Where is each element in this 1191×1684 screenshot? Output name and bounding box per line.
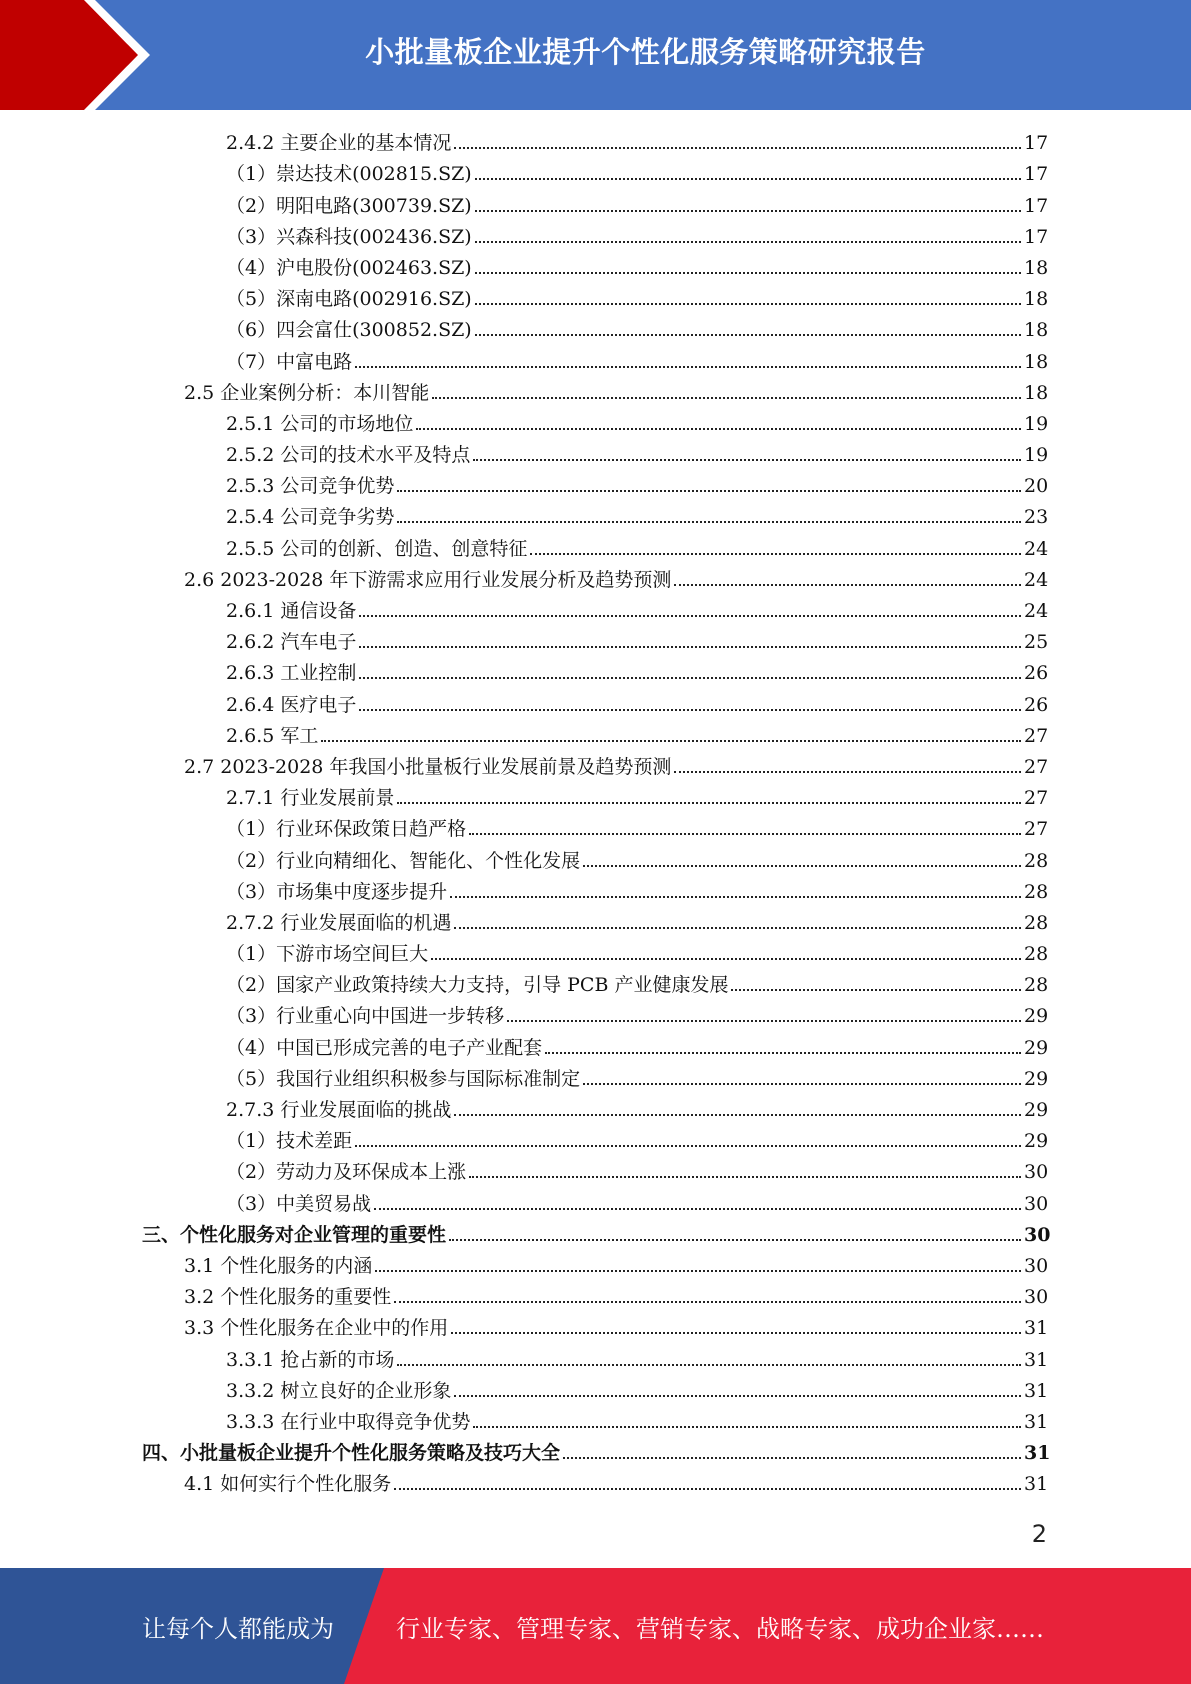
page-number: 2 (1031, 1520, 1047, 1548)
toc-entry[interactable] (0, 1000, 1191, 1031)
toc-entry[interactable] (0, 595, 1191, 626)
dot-leader (454, 1395, 1021, 1397)
footer-roles: 行业专家、管理专家、营销专家、战略专家、成功企业家…… (396, 1614, 1044, 1643)
toc-entry-page: 26 (1024, 693, 1049, 716)
toc-entry-label: 3.3 个性化服务在企业中的作用 (184, 1317, 449, 1340)
toc-entry[interactable] (0, 907, 1191, 938)
toc-entry-label: 3.3.3 在行业中取得竞争优势 (226, 1410, 471, 1433)
dot-leader (431, 958, 1021, 960)
toc-entry[interactable] (0, 158, 1191, 189)
toc-entry-label: （5）我国行业组织积极参与国际标准制定 (226, 1067, 581, 1090)
toc-entry-page: 24 (1024, 600, 1049, 622)
toc-entry[interactable] (0, 564, 1191, 595)
toc-entry-page: 30 (1024, 1223, 1051, 1246)
toc-entry-label: 三、个性化服务对企业管理的重要性 (142, 1223, 447, 1246)
toc-entry-label: 2.6.4 医疗电子 (226, 693, 357, 716)
dot-leader (507, 1020, 1021, 1022)
toc-entry-page: 18 (1024, 256, 1049, 279)
toc-entry-label: 3.3.2 树立良好的企业形象 (226, 1379, 452, 1402)
toc-entry[interactable] (0, 345, 1191, 376)
toc-entry-page: 17 (1024, 132, 1049, 155)
dot-leader (475, 303, 1021, 305)
toc-entry-page: 31 (1024, 1442, 1051, 1465)
toc-entry-label: 3.3.1 抢占新的市场 (226, 1348, 395, 1371)
toc-entry-page: 30 (1024, 1161, 1049, 1184)
dot-leader (545, 1052, 1021, 1054)
toc-entry-page: 18 (1024, 381, 1049, 404)
toc-entry-label: （2）国家产业政策持续大力支持，引导 PCB 产业健康发展 (226, 974, 729, 997)
toc-entry-page: 28 (1024, 943, 1049, 966)
toc-entry-page: 29 (1024, 1130, 1049, 1153)
toc-entry[interactable] (0, 1375, 1191, 1406)
toc-entry[interactable] (0, 1094, 1191, 1125)
page-footer (0, 1568, 1191, 1684)
toc-entry-page: 19 (1024, 444, 1049, 467)
toc-entry-page: 20 (1024, 475, 1049, 498)
toc-entry-label: 4.1 如何实行个性化服务 (184, 1473, 392, 1496)
toc-entry[interactable] (0, 657, 1191, 688)
toc-entry-label: 2.5.5 公司的创新、创造、创意特征 (226, 537, 528, 560)
toc-entry[interactable] (0, 221, 1191, 252)
toc-entry[interactable] (0, 1406, 1191, 1437)
toc-entry-page: 18 (1024, 350, 1049, 373)
toc-entry[interactable] (0, 782, 1191, 813)
toc-entry-label: 2.5 企业案例分析：本川智能 (184, 381, 430, 404)
toc-entry-label: （2）明阳电路(300739.SZ) (226, 194, 472, 217)
dot-leader (397, 490, 1021, 492)
toc-entry[interactable] (0, 938, 1191, 969)
dot-leader (359, 677, 1021, 679)
dot-leader (583, 865, 1021, 867)
toc-entry-label: （1）下游市场空间巨大 (226, 943, 429, 966)
toc-entry-label: 2.6.5 军工 (226, 724, 319, 747)
toc-entry[interactable] (0, 377, 1191, 408)
dot-leader (475, 178, 1021, 180)
dot-leader (731, 989, 1021, 991)
dot-leader (374, 1208, 1021, 1210)
toc-entry[interactable] (0, 626, 1191, 657)
toc-entry[interactable] (0, 813, 1191, 844)
toc-entry-label: 2.6 2023-2028 年下游需求应用行业发展分析及趋势预测 (184, 568, 672, 591)
dot-leader (530, 553, 1021, 555)
dot-leader (359, 615, 1021, 617)
toc-entry-label: 2.7 2023-2028 年我国小批量板行业发展前景及趋势预测 (184, 755, 672, 778)
document-title: 小批量板企业提升个性化服务策略研究报告 (365, 34, 926, 69)
dot-leader (397, 521, 1021, 523)
dot-leader (475, 334, 1021, 336)
toc-entry-page: 31 (1024, 1410, 1049, 1433)
toc-entry-page: 27 (1024, 724, 1049, 747)
dot-leader (449, 1239, 1021, 1241)
toc-entry-label: 2.5.3 公司竞争优势 (226, 475, 395, 498)
dot-leader (416, 428, 1021, 430)
toc-entry-page: 31 (1024, 1473, 1049, 1496)
toc-entry-label: （6）四会富仕(300852.SZ) (226, 319, 472, 342)
toc-entry-label: 四、小批量板企业提升个性化服务策略及技巧大全 (142, 1442, 561, 1465)
toc-entry[interactable] (0, 844, 1191, 875)
dot-leader (359, 709, 1021, 711)
dot-leader (473, 1426, 1021, 1428)
toc-entry-page: 30 (1024, 1254, 1049, 1277)
toc-entry-page: 18 (1024, 319, 1049, 342)
toc-entry-label: （3）兴森科技(002436.SZ) (226, 225, 472, 248)
toc-entry[interactable] (0, 1343, 1191, 1374)
toc-entry-label: 2.6.1 通信设备 (226, 600, 357, 622)
toc-entry-page: 29 (1024, 1036, 1049, 1059)
toc-entry-page: 19 (1024, 412, 1049, 435)
dot-leader (469, 1176, 1021, 1178)
toc-entry-label: （4）中国已形成完善的电子产业配套 (226, 1036, 543, 1059)
toc-entry-page: 28 (1024, 849, 1049, 872)
dot-leader (475, 210, 1021, 212)
dot-leader (469, 833, 1021, 835)
toc-entry-page: 27 (1024, 755, 1049, 778)
toc-entry-page: 30 (1024, 1192, 1049, 1215)
toc-entry[interactable] (0, 439, 1191, 470)
toc-entry-label: 2.6.3 工业控制 (226, 662, 357, 685)
toc-entry-label: （1）技术差距 (226, 1130, 353, 1153)
dot-leader (375, 1270, 1021, 1272)
toc-entry-page: 28 (1024, 880, 1049, 903)
toc-entry-label: 2.6.2 汽车电子 (226, 631, 357, 654)
dot-leader (475, 272, 1021, 274)
toc-entry-label: （3）市场集中度逐步提升 (226, 880, 448, 903)
dot-leader (359, 646, 1021, 648)
toc-entry-page: 31 (1024, 1348, 1049, 1371)
toc-entry-page: 29 (1024, 1099, 1049, 1121)
toc-entry-page: 17 (1024, 225, 1049, 248)
dot-leader (674, 771, 1021, 773)
dot-leader (674, 584, 1021, 586)
toc-entry-label: （3）中美贸易战 (226, 1192, 372, 1215)
page-header (0, 0, 1191, 110)
dot-leader (563, 1457, 1021, 1459)
dot-leader (583, 1083, 1021, 1085)
dot-leader (450, 896, 1021, 898)
toc-entry-label: 3.2 个性化服务的重要性 (184, 1286, 392, 1309)
dot-leader (454, 147, 1021, 149)
toc-entry-page: 30 (1024, 1286, 1049, 1309)
toc-entry[interactable] (0, 1281, 1191, 1312)
toc-entry[interactable] (0, 127, 1191, 158)
toc-entry-label: （4）沪电股份(002463.SZ) (226, 256, 472, 279)
toc-entry-label: （5）深南电路(002916.SZ) (226, 288, 472, 311)
toc-entry-page: 28 (1024, 911, 1049, 934)
toc-entry-label: （1）行业环保政策日趋严格 (226, 818, 467, 841)
toc-entry[interactable] (0, 720, 1191, 751)
toc-entry[interactable] (0, 1219, 1191, 1250)
toc-entry[interactable] (0, 1125, 1191, 1156)
toc-entry-page: 17 (1024, 163, 1049, 186)
dot-leader (454, 1114, 1021, 1116)
toc-entry-page: 18 (1024, 288, 1049, 311)
dot-leader (394, 1488, 1021, 1490)
toc-entry[interactable] (0, 532, 1191, 563)
toc-entry-page: 23 (1024, 506, 1049, 529)
toc-entry-page: 26 (1024, 662, 1049, 685)
dot-leader (321, 740, 1021, 742)
toc-entry[interactable] (0, 876, 1191, 907)
dot-leader (432, 397, 1021, 399)
toc-entry-label: （2）劳动力及环保成本上涨 (226, 1161, 467, 1184)
dot-leader (473, 459, 1021, 461)
toc-entry-page: 17 (1024, 194, 1049, 217)
toc-entry-label: （3）行业重心向中国进一步转移 (226, 1005, 505, 1028)
toc-entry[interactable] (0, 189, 1191, 220)
toc-entry-page: 29 (1024, 1067, 1049, 1090)
toc-entry[interactable] (0, 252, 1191, 283)
dot-leader (394, 1301, 1021, 1303)
footer-slogan: 让每个人都能成为 (142, 1614, 334, 1643)
toc-entry[interactable] (0, 501, 1191, 532)
toc-entry[interactable] (0, 1187, 1191, 1218)
toc-entry-label: （7）中富电路 (226, 350, 353, 373)
dot-leader (355, 366, 1021, 368)
toc-entry-label: 2.7.2 行业发展面临的机遇 (226, 911, 452, 934)
toc-entry-label: 2.5.2 公司的技术水平及特点 (226, 444, 471, 467)
toc-entry-page: 27 (1024, 818, 1049, 841)
toc-entry[interactable] (0, 1031, 1191, 1062)
red-chevron-icon (0, 0, 150, 110)
toc-entry-label: 2.7.3 行业发展面临的挑战 (226, 1099, 452, 1121)
toc-entry-label: 2.5.4 公司竞争劣势 (226, 506, 395, 529)
toc-entry-label: （2）行业向精细化、智能化、个性化发展 (226, 849, 581, 872)
toc-entry-label: 2.5.1 公司的市场地位 (226, 412, 414, 435)
dot-leader (454, 927, 1021, 929)
toc-entry[interactable] (0, 1250, 1191, 1281)
toc-entry[interactable] (0, 1468, 1191, 1499)
toc-entry[interactable] (0, 1312, 1191, 1343)
dot-leader (451, 1332, 1021, 1334)
toc-entry[interactable] (0, 314, 1191, 345)
toc-entry-page: 24 (1024, 537, 1049, 560)
toc-entry[interactable] (0, 969, 1191, 1000)
toc-entry[interactable] (0, 283, 1191, 314)
toc-entry-page: 29 (1024, 1005, 1049, 1028)
toc-entry-page: 25 (1024, 631, 1049, 654)
toc-entry-label: 3.1 个性化服务的内涵 (184, 1254, 373, 1277)
toc-entry[interactable] (0, 1063, 1191, 1094)
dot-leader (355, 1145, 1021, 1147)
toc-entry[interactable] (0, 688, 1191, 719)
toc-entry-label: 2.4.2 主要企业的基本情况 (226, 132, 452, 155)
toc-entry-label: 2.7.1 行业发展前景 (226, 787, 395, 810)
toc-entry[interactable] (0, 470, 1191, 501)
table-of-contents (0, 127, 1191, 1499)
toc-entry-page: 24 (1024, 568, 1049, 591)
dot-leader (475, 241, 1021, 243)
toc-entry-page: 31 (1024, 1379, 1049, 1402)
toc-entry[interactable] (0, 751, 1191, 782)
toc-entry[interactable] (0, 1437, 1191, 1468)
toc-entry-page: 28 (1024, 974, 1049, 997)
dot-leader (397, 802, 1021, 804)
toc-entry-page: 31 (1024, 1317, 1049, 1340)
toc-entry-page: 27 (1024, 787, 1049, 810)
toc-entry[interactable] (0, 1156, 1191, 1187)
toc-entry-label: （1）崇达技术(002815.SZ) (226, 163, 472, 186)
dot-leader (397, 1364, 1021, 1366)
toc-entry[interactable] (0, 408, 1191, 439)
